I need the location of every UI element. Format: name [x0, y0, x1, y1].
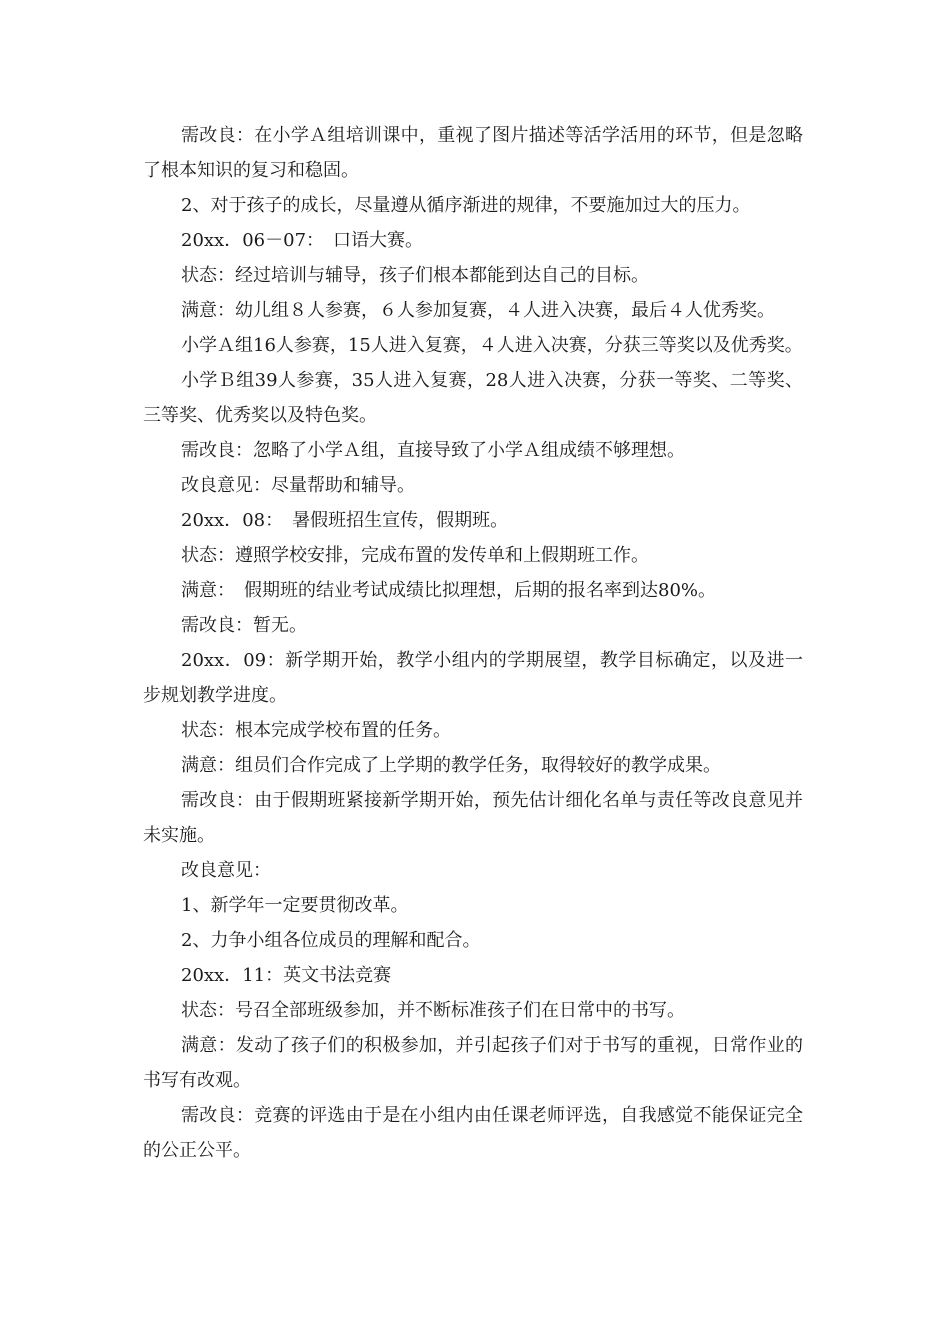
paragraph-calligraphy-satisfaction: 满意：发动了孩子们的积极参加，并引起孩子们对于书写的重视，日常作业的书写有改观。	[143, 1035, 803, 1091]
paragraph-new-term-status: 状态：根本完成学校布置的任务。	[181, 720, 451, 741]
paragraph-suggestion-1: 1、新学年一定要贯彻改革。	[181, 895, 409, 916]
paragraph-suggestion-heading: 改良意见：	[181, 860, 271, 881]
paragraph-growth-note: 2、对于孩子的成长，尽量遵从循序渐进的规律，不要施加过大的压力。	[181, 195, 751, 216]
paragraph-improvement-a-group: 需改良：在小学Ａ组培训课中，重视了图片描述等活学活用的环节，但是忽略了根本知识的复习和稳固。	[143, 125, 803, 181]
paragraph-summer-class-date: 20xx．08： 暑假班招生宣传，假期班。	[181, 510, 509, 531]
paragraph-new-term-satisfaction: 满意：组员们合作完成了上学期的教学任务，取得较好的教学成果。	[181, 755, 721, 776]
paragraph-oral-contest-improvement: 需改良：忽略了小学Ａ组，直接导致了小学Ａ组成绩不够理想。	[181, 440, 685, 461]
paragraph-oral-contest-date: 20xx．06－07： 口语大赛。	[181, 230, 424, 251]
paragraph-new-term-date: 20xx．09：新学期开始，教学小组内的学期展望，教学目标确定，以及进一步规划教学进度。	[143, 650, 803, 706]
document-body	[143, 118, 803, 1168]
paragraph-kindergarten-result: 满意：幼儿组８人参赛，６人参加复赛，４人进入决赛，最后４人优秀奖。	[181, 300, 775, 321]
paragraph-calligraphy-date: 20xx．11：英文书法竞赛	[181, 965, 392, 986]
paragraph-oral-contest-suggestion: 改良意见：尽量帮助和辅导。	[181, 475, 415, 496]
paragraph-primary-a-result: 小学Ａ组16人参赛，15人进入复赛，４人进入决赛，分获三等奖以及优秀奖。	[181, 335, 803, 356]
paragraph-calligraphy-improvement: 需改良：竞赛的评选由于是在小组内由任课老师评选，自我感觉不能保证完全的公正公平。	[143, 1105, 803, 1161]
paragraph-summer-class-satisfaction: 满意： 假期班的结业考试成绩比拟理想，后期的报名率到达80%。	[181, 580, 717, 601]
paragraph-primary-b-result: 小学Ｂ组39人参赛，35人进入复赛，28人进入决赛，分获一等奖、二等奖、三等奖、优秀奖以及特色奖。	[143, 370, 803, 426]
paragraph-calligraphy-status: 状态：号召全部班级参加，并不断标准孩子们在日常中的书写。	[181, 1000, 685, 1021]
paragraph-suggestion-2: 2、力争小组各位成员的理解和配合。	[181, 930, 481, 951]
paragraph-summer-class-status: 状态：遵照学校安排，完成布置的发传单和上假期班工作。	[181, 545, 649, 566]
paragraph-new-term-improvement: 需改良：由于假期班紧接新学期开始，预先估计细化名单与责任等改良意见并未实施。	[143, 790, 803, 846]
paragraph-oral-contest-status: 状态：经过培训与辅导，孩子们根本都能到达自己的目标。	[181, 265, 649, 286]
paragraph-summer-class-improvement: 需改良：暂无。	[181, 615, 307, 636]
